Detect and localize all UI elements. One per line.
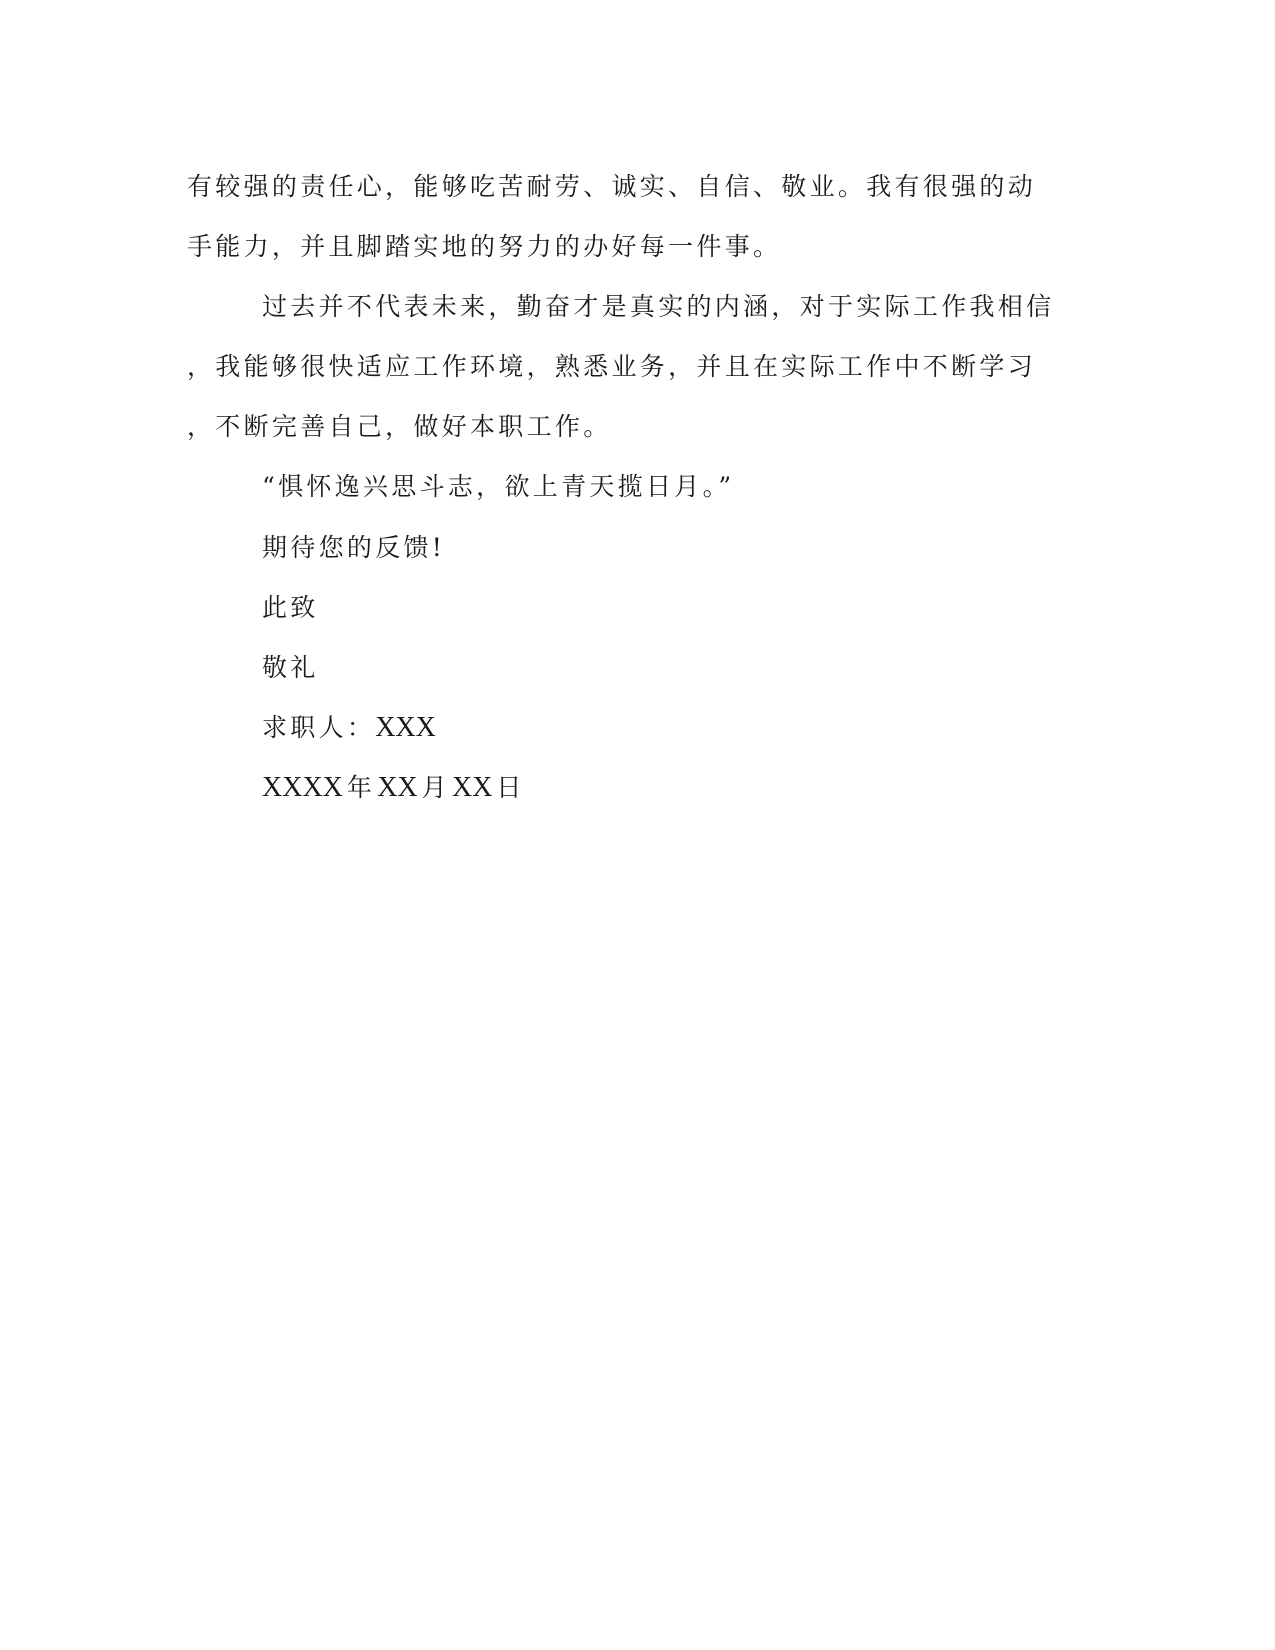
date-year: XXXX [262,772,343,803]
signature-label: 求职人： [262,713,376,742]
signature-line [262,713,436,743]
paragraph-2-line-2: ，我能够很快适应工作环境，熟悉业务，并且在实际工作中不断学习 [187,352,1037,381]
salutation-line-1: 此致 [262,593,319,622]
paragraph-2-line-1: 过去并不代表未来，勤奋才是真实的内涵，对于实际工作我相信 [262,292,1055,321]
date-month-unit: 月 [421,773,450,802]
salutation-line-2: 敬礼 [262,653,319,682]
date-month: XX [377,772,418,803]
date-day-unit: 日 [496,773,525,802]
date-year-unit: 年 [346,773,376,802]
paragraph-1-line-2: 手能力，并且脚踏实地的努力的办好每一件事。 [187,232,782,261]
date-day: XX [451,772,493,803]
paragraph-2-line-3: ，不断完善自己，做好本职工作。 [187,412,612,441]
date-line [262,773,525,803]
quote-line: “惧怀逸兴思斗志，欲上青天揽日月。” [262,472,735,501]
paragraph-1-line-1: 有较强的责任心，能够吃苦耐劳、诚实、自信、敬业。我有很强的动 [187,172,1037,201]
closing-line: 期待您的反馈! [262,533,446,562]
signature-name: XXX [375,712,436,743]
